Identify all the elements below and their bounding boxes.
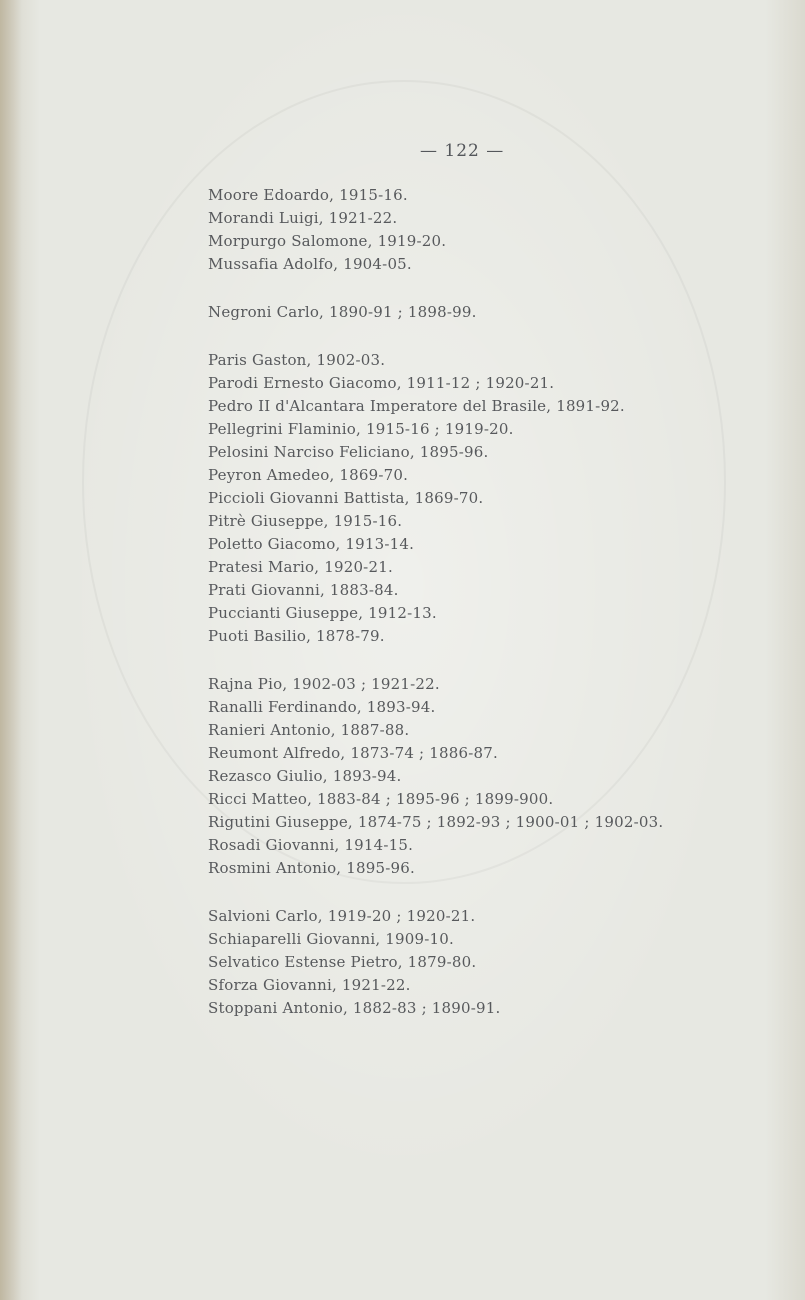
- list-item: Ricci Matteo, 1883-84 ; 1895-96 ; 1899-900.: [208, 790, 554, 808]
- list-item: Puoti Basilio, 1878-79.: [208, 627, 385, 645]
- entry-group-r: [208, 673, 788, 880]
- list-item: Pitrè Giuseppe, 1915-16.: [208, 512, 403, 530]
- page-number: — 122 —: [420, 141, 505, 161]
- entry-group-m: [208, 184, 788, 276]
- list-item: Negroni Carlo, 1890-91 ; 1898-99.: [208, 303, 477, 321]
- list-item: Salvioni Carlo, 1919-20 ; 1920-21.: [208, 907, 476, 925]
- list-item: Paris Gaston, 1902-03.: [208, 351, 386, 369]
- list-item: Sforza Giovanni, 1921-22.: [208, 976, 411, 994]
- list-item: Schiaparelli Giovanni, 1909-10.: [208, 930, 455, 948]
- list-item: Ranalli Ferdinando, 1893-94.: [208, 698, 436, 716]
- list-item: Pedro II d'Alcantara Imperatore del Brasile, 1891-92.: [208, 397, 625, 415]
- name-index-list: [208, 184, 788, 1020]
- list-item: Rajna Pio, 1902-03 ; 1921-22.: [208, 675, 440, 693]
- list-item: Rosmini Antonio, 1895-96.: [208, 859, 415, 877]
- list-item: Mussafia Adolfo, 1904-05.: [208, 255, 412, 273]
- list-item: Morandi Luigi, 1921-22.: [208, 209, 398, 227]
- list-item: Reumont Alfredo, 1873-74 ; 1886-87.: [208, 744, 498, 762]
- list-item: Peyron Amedeo, 1869-70.: [208, 466, 409, 484]
- page-edge-shadow: [0, 0, 22, 1300]
- list-item: Rosadi Giovanni, 1914-15.: [208, 836, 414, 854]
- list-item: Pelosini Narciso Feliciano, 1895-96.: [208, 443, 489, 461]
- list-item: Pellegrini Flaminio, 1915-16 ; 1919-20.: [208, 420, 514, 438]
- list-item: Selvatico Estense Pietro, 1879-80.: [208, 953, 477, 971]
- list-item: Morpurgo Salomone, 1919-20.: [208, 232, 447, 250]
- list-item: Poletto Giacomo, 1913-14.: [208, 535, 415, 553]
- list-item: Piccioli Giovanni Battista, 1869-70.: [208, 489, 484, 507]
- list-item: Ranieri Antonio, 1887-88.: [208, 721, 410, 739]
- list-item: Prati Giovanni, 1883-84.: [208, 581, 399, 599]
- list-item: Rezasco Giulio, 1893-94.: [208, 767, 402, 785]
- list-item: Parodi Ernesto Giacomo, 1911-12 ; 1920-21.: [208, 374, 555, 392]
- entry-group-n: [208, 301, 788, 324]
- list-item: Puccianti Giuseppe, 1912-13.: [208, 604, 437, 622]
- entry-group-s: [208, 905, 788, 1020]
- list-item: Moore Edoardo, 1915-16.: [208, 186, 408, 204]
- list-item: Pratesi Mario, 1920-21.: [208, 558, 393, 576]
- list-item: Stoppani Antonio, 1882-83 ; 1890-91.: [208, 999, 501, 1017]
- entry-group-p: [208, 349, 788, 648]
- list-item: Rigutini Giuseppe, 1874-75 ; 1892-93 ; 1900-01 ; 1902-03.: [208, 813, 664, 831]
